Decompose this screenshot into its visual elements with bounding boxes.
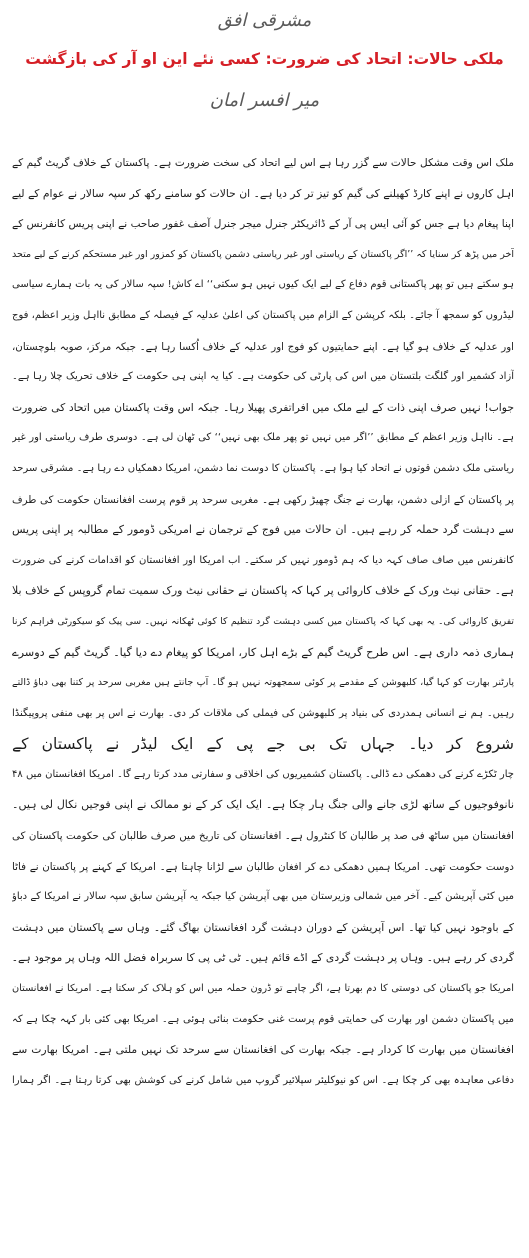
article-line: دفاعی معاہدہ بھی کر چکا ہے۔ اس کو نیوکلیئر سپلائیر گروپ میں شامل کرنے کی کوشش بھی کرتا رہتا ہے۔ اگر ہمارا	[12, 1074, 514, 1086]
article-line: ملک اس وقت مشکل حالات سے گزر رہا ہے اس لیے اتحاد کی سخت ضرورت ہے۔ پاکستان کے خلاف گریٹ گیم کے	[12, 157, 514, 169]
article-line: ہے۔ نااہل وزیر اعظم کے مطابق ’’اگر میں نہیں تو پھر ملک بھی نہیں‘‘ کی ٹھان لی ہے۔ دوسری طرف ریاستی اور غیر	[12, 432, 514, 444]
article-line: اہل کاروں نے اپنے کارڈ کھیلنے کی گیم کو تیز تر کر دیا ہے۔ ان حالات کو سامنے رکھ کر سپہ سالار نے عوام کے لیے	[12, 186, 514, 200]
article-line: ریاستی ملک دشمن قوتوں نے اتحاد کیا ہوا ہے۔ پاکستان کا دوست نما دشمن، امریکا دھمکیاں دے رہا ہے۔ مشرقی سرحد	[12, 462, 514, 474]
article-line: پر پاکستان کے ازلی دشمن، بھارت نے جنگ چھیڑ رکھی ہے۔ مغربی سرحد پر قوم پرست افغانستان حکومت کی طرف	[12, 493, 514, 506]
article-line: اور عدلیہ کے خلاف ہو گیا ہے۔ اپنے حمایتیوں کو فوج اور عدلیہ کے خلاف اُکسا رہا ہے۔ جبکہ مرکز، صوبہ بلوچستان،	[12, 340, 514, 353]
article-line: پارٹنر بھارت کو کہا گیا، کلبھوشن کے مقدمے پر کوئی سمجھوتہ نہیں ہو گا۔ آپ جانتے ہیں مغربی سرحد پر کتنا بھی دباؤ ڈالتے	[12, 677, 514, 689]
article-line: گردی کر رہے ہیں۔ وہاں پر دہشت گردی کے اڈے قائم ہیں۔ ٹی ٹی پی کا سربراہ فضل اللہ وہاں پر موجود ہے۔	[12, 951, 514, 965]
article-line: دوست حکومت تھی۔ امریکا ہمیں دھمکی دے کر افغان طالبان سے لڑانا چاہتا ہے۔ امریکا کے کہنے پر پاکستان نے فاٹا	[12, 860, 514, 873]
article-line: افغانستان میں ساٹھ فی صد پر طالبان کا کنٹرول ہے۔ افغانستان کی تاریخ میں صرف طالبان کی حکومت پاکستان کی	[12, 830, 514, 843]
article-line: رہیں۔ ہم نے انسانی ہمدردی کی بنیاد پر کلبھوشن کی فیملی کی ملاقات کر دی۔ بھارت نے اس پر بھی منفی پروپیگنڈا	[12, 707, 514, 719]
article-line: سے دہشت گرد حملہ کر رہے ہیں۔ ان حالات میں فوج کے ترجمان نے امریکی ڈومور کے مطالبہ پر اپنی پریس	[12, 523, 514, 537]
article-line: ہے۔ حقانی نیٹ ورک کے خلاف کاروائی پر کہا کہ پاکستان نے حقانی نیٹ ورک سمیت تمام گروپس کے خلاف بلا	[12, 584, 514, 598]
article-line: میں پاکستان دشمن اور بھارت کی حمایتی قوم پرست غنی حکومت بنائی ہوئی ہے۔ امریکا بھی کئی بار کہہ چکا ہے کہ	[12, 1013, 514, 1025]
article-line: شروع کر دیا۔ جہاں تک بی جے پی کے ایک لیڈر نے پاکستان کے	[12, 735, 514, 754]
article-line: ہماری ذمہ داری ہے۔ اس طرح گریٹ گیم کے بڑے اہل کار، امریکا کو پیغام دے دیا گیا۔ گریٹ گیم کے دوسرے	[12, 645, 514, 659]
author-byline: میر افسر امان	[209, 90, 320, 111]
article-body	[12, 148, 514, 1096]
article-line: آزاد کشمیر اور گلگت بلتستان میں اس کی پارٹی کی حکومت ہے۔ کیا یہ اپنی ہی حکومت کے خلاف تحریک چلا رہا ہے۔	[12, 371, 514, 383]
article-line: میں کئی آپریشن کیے۔ آخر میں شمالی وزیرستان میں بھی آپریشن کیا جبکہ یہ آپریشن سابق سپہ سالار نے امریکا کے دباؤ	[12, 891, 514, 903]
article-line: امریکا جو پاکستان کی دوستی کا دم بھرتا ہے، اگر چاہے تو ڈرون حملہ میں اس کو ہلاک کر سکتا ہے۔ امریکا نے افغانستان	[12, 983, 514, 995]
article-line: ہو سکتے ہیں تو پھر پاکستانی قوم دفاع کے لیے ایک کیوں نہیں ہو سکتی‘‘ اے کاش! سپہ سالار کی یہ بات ہمارے سیاسی	[12, 279, 514, 291]
article-line: نانوفوجیوں کے ساتھ لڑی جانے والی جنگ ہار چکا ہے۔ ایک ایک کر کے نو ممالک نے اپنی فوجیں نکال لی ہیں۔	[12, 798, 514, 812]
article-line: تفریق کاروائی کی۔ یہ بھی کہا کہ پاکستان میں کسی دہشت گرد تنظیم کا کوئی ٹھکانہ نہیں۔ سی پیک کو سیکورٹی فراہم کرنا	[12, 615, 514, 627]
column-title: مشرقی افق	[217, 10, 312, 31]
article-line: آخر میں پڑھ کر سنایا کہ ’’اگر پاکستان کے ریاستی اور غیر ریاستی دشمن پاکستان کو کمزور اور غیر مستحکم کرنے کے لیے متحد	[12, 248, 514, 260]
article-line: افغانستان میں بھارت کا کردار ہے۔ جبکہ بھارت کی افغانستان سے سرحد تک نہیں ملتی ہے۔ امریکا بھارت سے	[12, 1043, 514, 1057]
article-line: کانفرنس میں صاف صاف کہہ دیا کہ ہم ڈومور نہیں کر سکتے۔ اب امریکا اور افغانستان کو اقدامات کرنے کی ضرورت	[12, 554, 514, 566]
article-line: اپنا پیغام دیا ہے جس کو آئی ایس پی آر کے ڈائریکٹر جنرل میجر جنرل آصف غفور صاحب نے اپنی پریس کانفرنس کے	[12, 218, 514, 231]
article-line: لیڈروں کو سمجھ آ جائے۔ بلکہ کرپشن کے الزام میں پاکستان کی اعلیٰ عدلیہ کے فیصلہ کے مطابق نااہل وزیر اعظم، فوج	[12, 309, 514, 321]
article-line: کے باوجود نہیں کیا تھا۔ اس آپریشن کے دوران دہشت گرد افغانستان بھاگ گئے۔ وہاں سے پاکستان میں دہشت	[12, 920, 514, 934]
article-headline: ملکی حالات: اتحاد کی ضرورت: کسی نئے این او آر کی بازگشت	[25, 50, 504, 68]
article-line: جواب! نہیں صرف اپنی ذات کے لیے ملک میں افراتفری پھیلا رہا۔ جبکہ اس وقت پاکستان میں اتحاد کی ضرورت	[12, 400, 514, 414]
article-line: چار ٹکڑے کرنے کی دھمکی دے ڈالی۔ پاکستان کشمیریوں کی اخلاقی و سفارتی مدد کرتا رہے گا۔ امریکا افغانستان میں ۴۸	[12, 768, 514, 780]
